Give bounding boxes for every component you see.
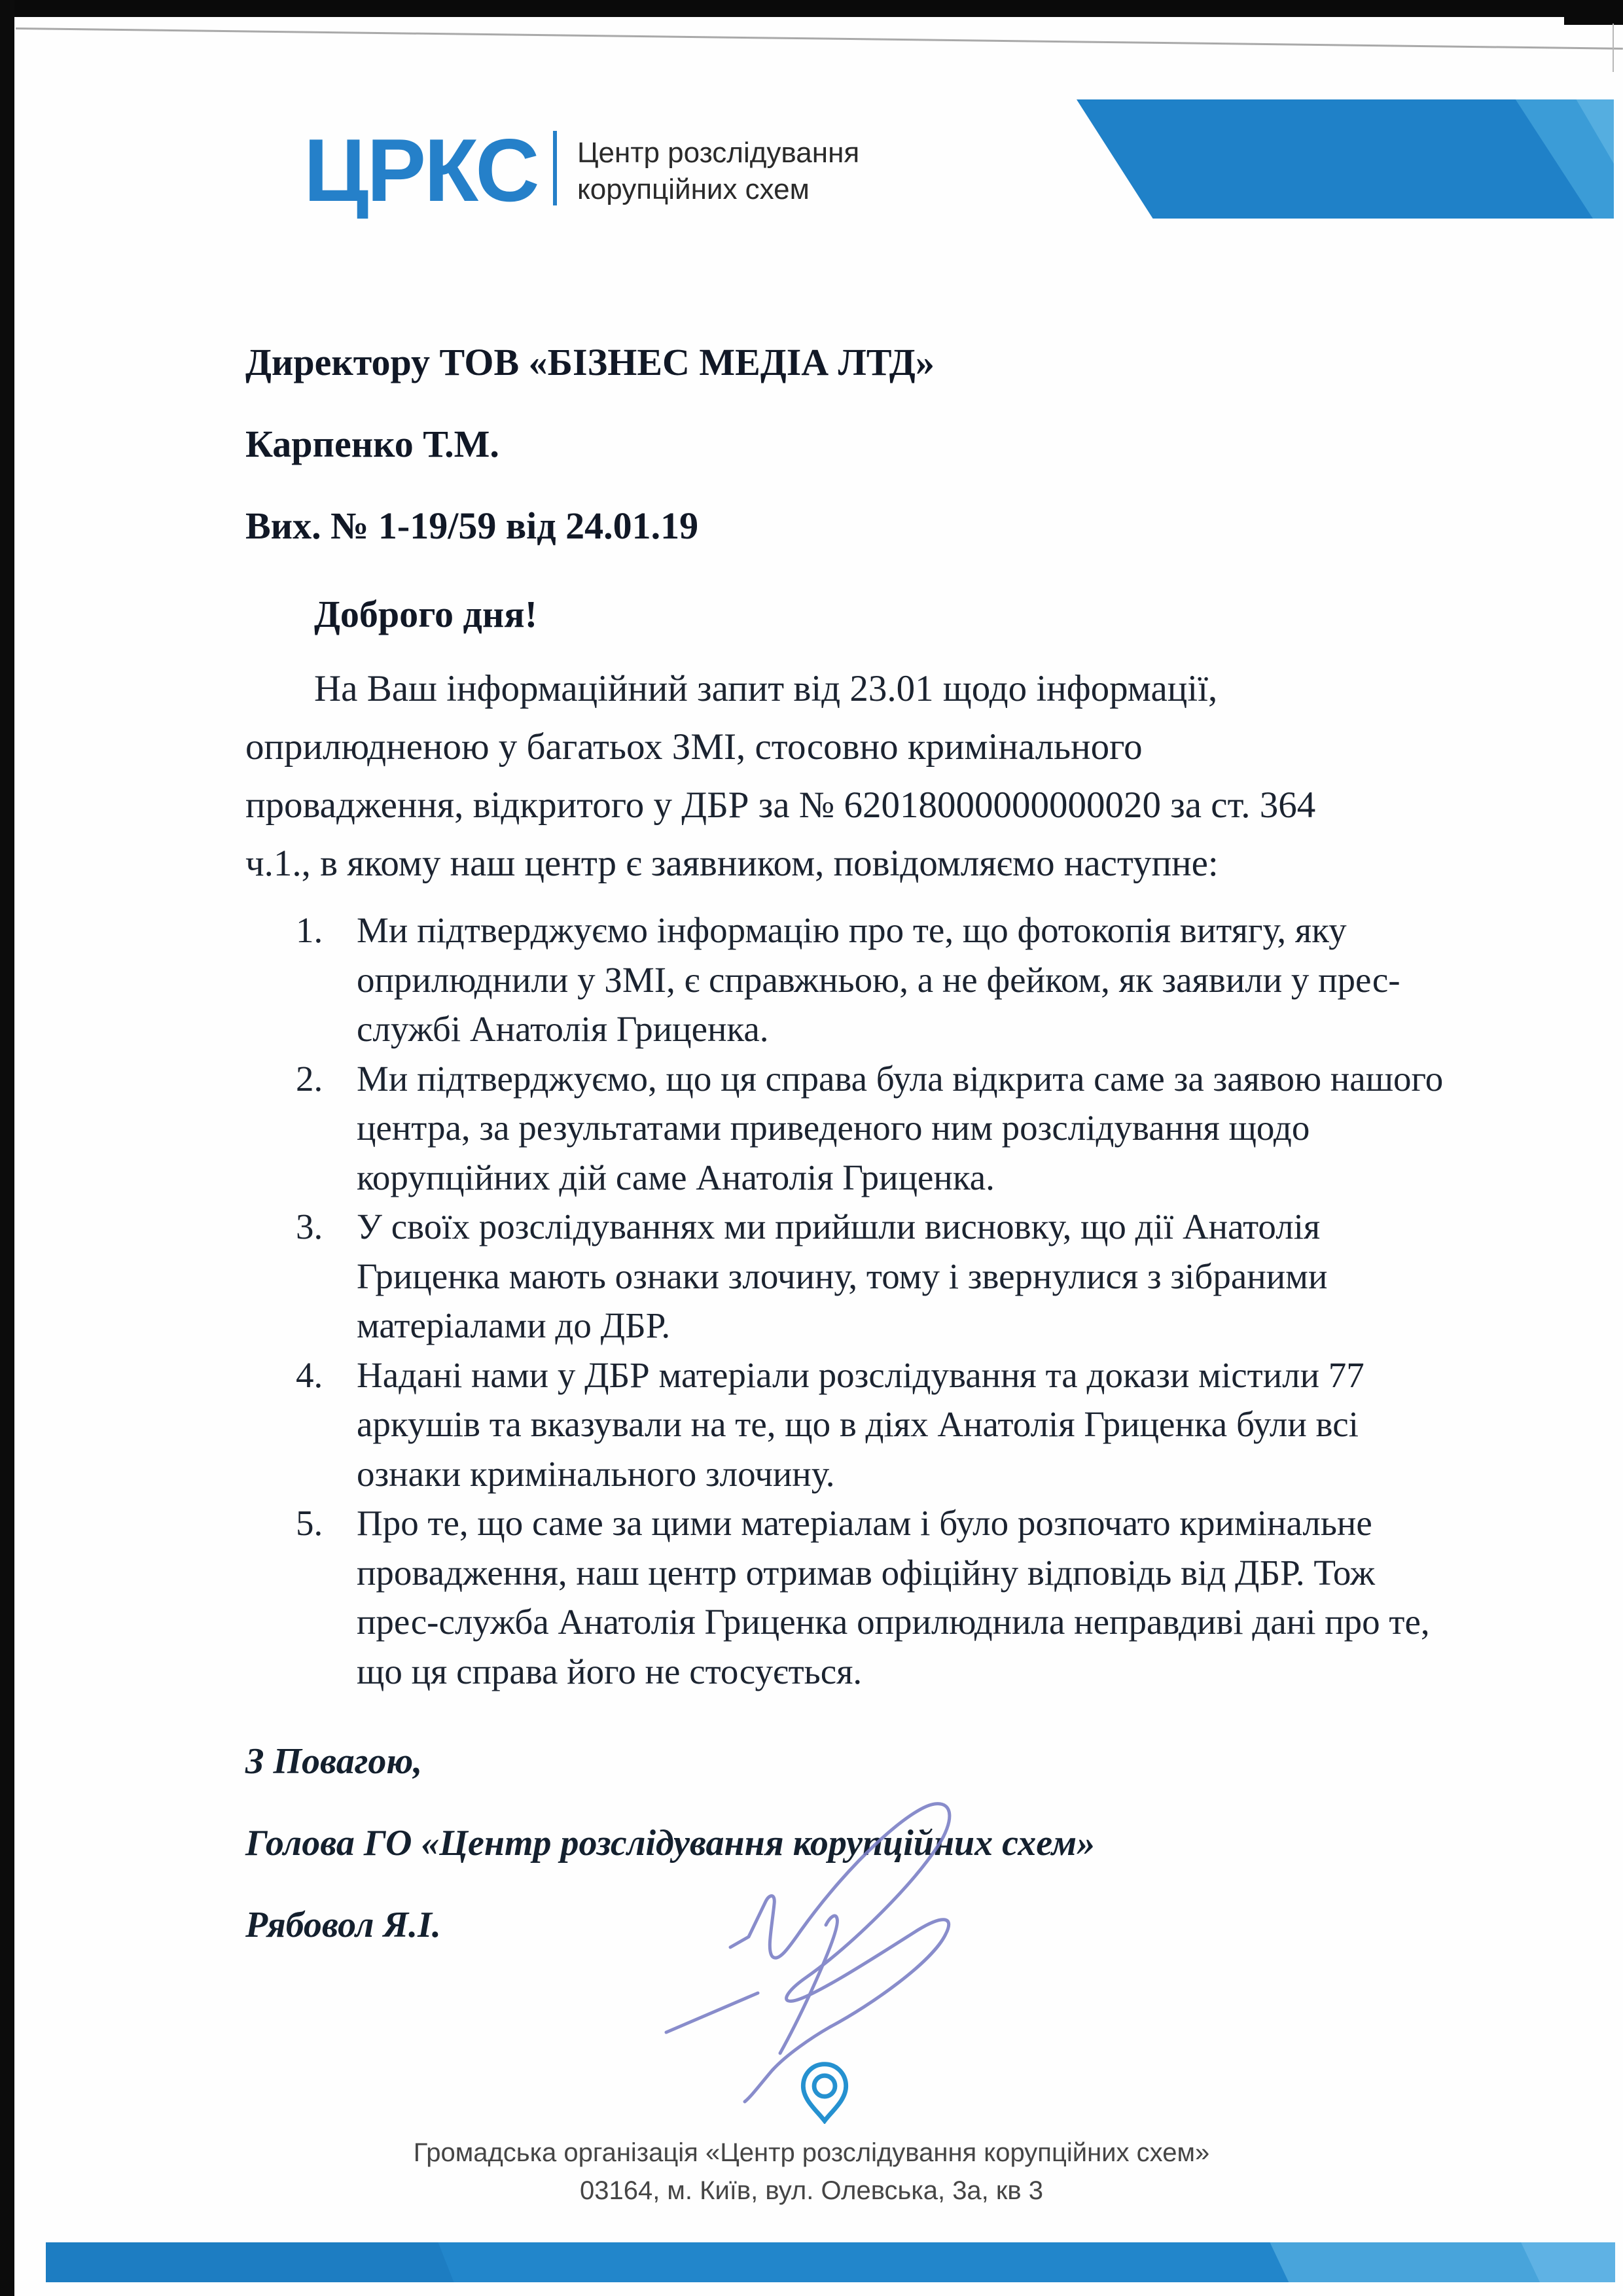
scan-black-top-edge [0, 0, 1623, 17]
recipient-name-line: Карпенко Т.М. [245, 423, 499, 465]
list-item-line: центра, за результатами приведеного ним розслідування щодо [357, 1108, 1310, 1148]
list-item-line: У своїх розслідуваннях ми прийшли висновку, що дії Анатолія [357, 1207, 1321, 1246]
location-pin-icon [800, 2061, 849, 2124]
footer-blue-bar [46, 2242, 1615, 2282]
footer-address-line: 03164, м. Київ, вул. Олевська, 3а, кв 3 [579, 2176, 1044, 2205]
list-item-line: Гриценка мають ознаки злочину, тому і звернулися з зібраними [357, 1256, 1328, 1296]
logo-abbreviation: ЦРКС [304, 120, 538, 220]
logo-divider-bar [553, 131, 557, 205]
intro-line: На Ваш інформаційний запит від 23.01 щодо інформації, [314, 668, 1218, 709]
closing-line: З Повагою, [245, 1741, 423, 1782]
intro-line: ч.1., в якому наш центр є заявником, повідомляємо наступне: [245, 843, 1219, 884]
logo-tagline-line1: Центр розслідування [577, 137, 860, 169]
list-item-line: Надані нами у ДБР матеріали розслідування та докази містили 77 [357, 1355, 1364, 1395]
list-item-line: що ця справа його не стосується. [357, 1651, 863, 1691]
recipient-line: Директору ТОВ «БІЗНЕС МЕДІА ЛТД» [245, 341, 935, 383]
list-item-line: матеріалами до ДБР. [357, 1305, 671, 1345]
list-item-number: 3. [296, 1207, 323, 1246]
list-item-line: корупційних дій саме Анатолія Гриценка. [357, 1157, 995, 1197]
signer-name-line: Рябовол Я.І. [245, 1905, 441, 1945]
list-item-number: 1. [296, 910, 323, 950]
list-item-line: Ми підтверджуємо інформацію про те, що фотокопія витягу, яку [357, 910, 1347, 950]
list-item-line: прес-служба Анатолія Гриценка оприлюднила неправдиві дані про те, [357, 1602, 1430, 1642]
footer-org-line: Громадська організація «Центр розслідування корупційних схем» [413, 2138, 1210, 2167]
list-item-line: аркушів та вказували на те, що в діях Анатолія Гриценка були всі [357, 1404, 1359, 1444]
list-item-number: 4. [296, 1355, 323, 1395]
list-item-number: 5. [296, 1503, 323, 1543]
list-item-number: 2. [296, 1059, 323, 1099]
intro-line: оприлюдненою у багатьох ЗМІ, стосовно кримінального [245, 726, 1143, 768]
scan-black-top-right-corner [1564, 0, 1623, 25]
logo-tagline-line2: корупційних схем [577, 173, 810, 205]
list-item-line: Про те, що саме за цими матеріалам і було розпочато кримінальне [357, 1503, 1372, 1543]
outgoing-ref-line: Вих. № 1-19/59 від 24.01.19 [245, 504, 699, 547]
list-item-line: ознаки кримінального злочину. [357, 1454, 835, 1494]
scan-black-left-edge [0, 0, 14, 2296]
logo-tagline [577, 135, 859, 208]
list-item-line: оприлюднили у ЗМІ, є справжньою, а не фейком, як заявили у прес- [357, 960, 1400, 1000]
signer-title-line: Голова ГО «Центр розслідування корупційних схем» [245, 1823, 1096, 1863]
greeting-line: Доброго дня! [314, 593, 538, 635]
list-item-line: провадження, наш центр отримав офіційну відповідь від ДБР. Тож [357, 1553, 1375, 1593]
list-item-line: службі Анатолія Гриценка. [357, 1009, 769, 1049]
letterhead-ribbon [1077, 99, 1614, 219]
list-item-line: Ми підтверджуємо, що ця справа була відкрита саме за заявою нашого [357, 1059, 1444, 1099]
paper-edge-right-line [1613, 24, 1614, 72]
paper-edge-line [16, 27, 1623, 50]
intro-line: провадження, відкритого у ДБР за № 62018000000000020 за ст. 364 [245, 785, 1316, 826]
